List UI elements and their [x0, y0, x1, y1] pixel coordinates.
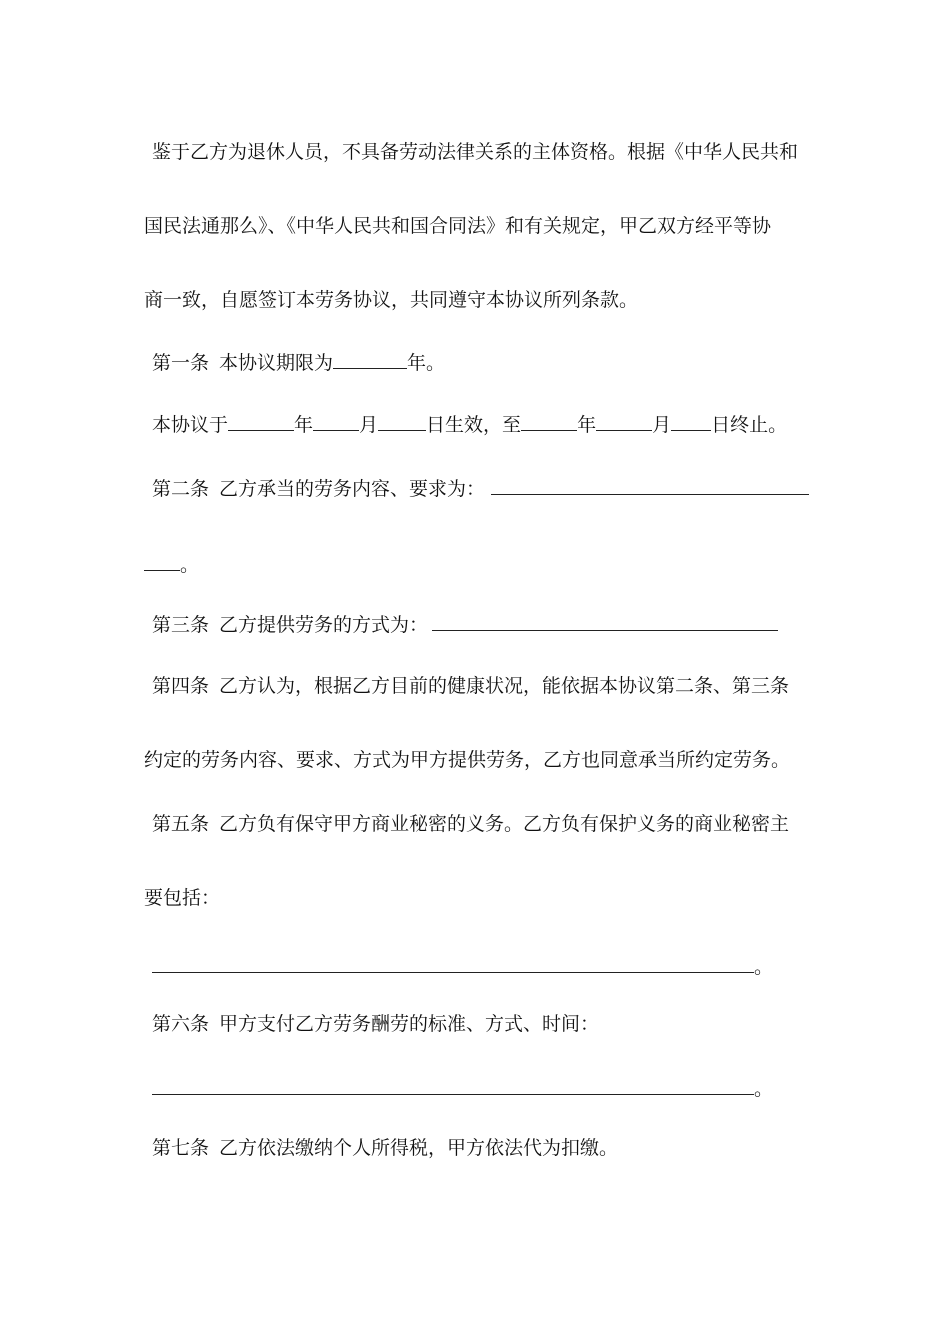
article-1-dates	[152, 412, 787, 437]
article-2-continuation	[144, 552, 199, 577]
article-4-label: 第四条	[152, 675, 210, 697]
dates-prefix: 本协议于	[152, 414, 229, 436]
preamble-line-3: 商一致，自愿签订本劳务协议，共同遵守本协议所列条款。	[144, 289, 639, 311]
article-2-label: 第二条	[152, 478, 210, 500]
article-6-label: 第六条	[152, 1013, 210, 1035]
article-6-end: 。	[754, 1078, 774, 1100]
article-5-label: 第五条	[152, 813, 210, 835]
start-day-label: 日生效，至	[426, 414, 522, 436]
payment-terms-blank[interactable]	[152, 1076, 754, 1095]
start-month-label: 月	[359, 414, 379, 436]
article-7	[152, 1136, 618, 1160]
preamble-line-1: 鉴于乙方为退休人员，不具备劳动法律关系的主体资格。根据《中华人民共和	[152, 141, 799, 163]
start-day-blank[interactable]	[378, 412, 426, 431]
article-4	[152, 674, 789, 698]
article-5-line-1: 乙方负有保守甲方商业秘密的义务。乙方负有保护义务的商业秘密主	[219, 813, 790, 835]
labor-method-blank[interactable]	[432, 612, 778, 631]
article-3	[152, 612, 778, 637]
article-1-text: 本协议期限为	[219, 352, 334, 374]
start-year-blank[interactable]	[228, 412, 294, 431]
end-day-blank[interactable]	[671, 412, 711, 431]
term-years-blank[interactable]	[333, 350, 407, 369]
end-month-label: 月	[652, 414, 672, 436]
article-5-blank-line	[152, 954, 773, 979]
article-3-text: 乙方提供劳务的方式为：	[219, 614, 429, 636]
labor-content-blank-cont[interactable]	[144, 552, 180, 571]
article-2	[152, 476, 809, 501]
labor-content-blank[interactable]	[491, 476, 809, 495]
article-1	[152, 350, 445, 375]
article-3-label: 第三条	[152, 614, 210, 636]
article-7-text: 乙方依法缴纳个人所得税，甲方依法代为扣缴。	[219, 1137, 619, 1159]
article-1-label: 第一条	[152, 352, 210, 374]
trade-secrets-blank[interactable]	[152, 954, 754, 973]
article-2-end: 。	[180, 554, 200, 576]
article-5	[152, 812, 789, 836]
end-month-blank[interactable]	[596, 412, 652, 431]
article-4-line-2: 约定的劳务内容、要求、方式为甲方提供劳务，乙方也同意承当所约定劳务。	[144, 749, 791, 771]
end-day-label: 日终止。	[711, 414, 788, 436]
article-5-end: 。	[754, 956, 774, 978]
article-6-blank-line	[152, 1076, 773, 1101]
article-1-suffix: 年。	[407, 352, 446, 374]
article-7-label: 第七条	[152, 1137, 210, 1159]
article-5-line-2: 要包括：	[144, 887, 221, 909]
article-2-text: 乙方承当的劳务内容、要求为：	[219, 478, 486, 500]
article-4-line-1: 乙方认为，根据乙方目前的健康状况，能依据本协议第二条、第三条	[219, 675, 790, 697]
start-year-label: 年	[294, 414, 314, 436]
end-year-blank[interactable]	[521, 412, 577, 431]
article-6	[152, 1012, 599, 1036]
start-month-blank[interactable]	[313, 412, 359, 431]
end-year-label: 年	[577, 414, 597, 436]
preamble-line-2: 国民法通那么》、《中华人民共和国合同法》和有关规定，甲乙双方经平等协	[144, 215, 772, 237]
article-6-text: 甲方支付乙方劳务酬劳的标准、方式、时间：	[219, 1013, 600, 1035]
